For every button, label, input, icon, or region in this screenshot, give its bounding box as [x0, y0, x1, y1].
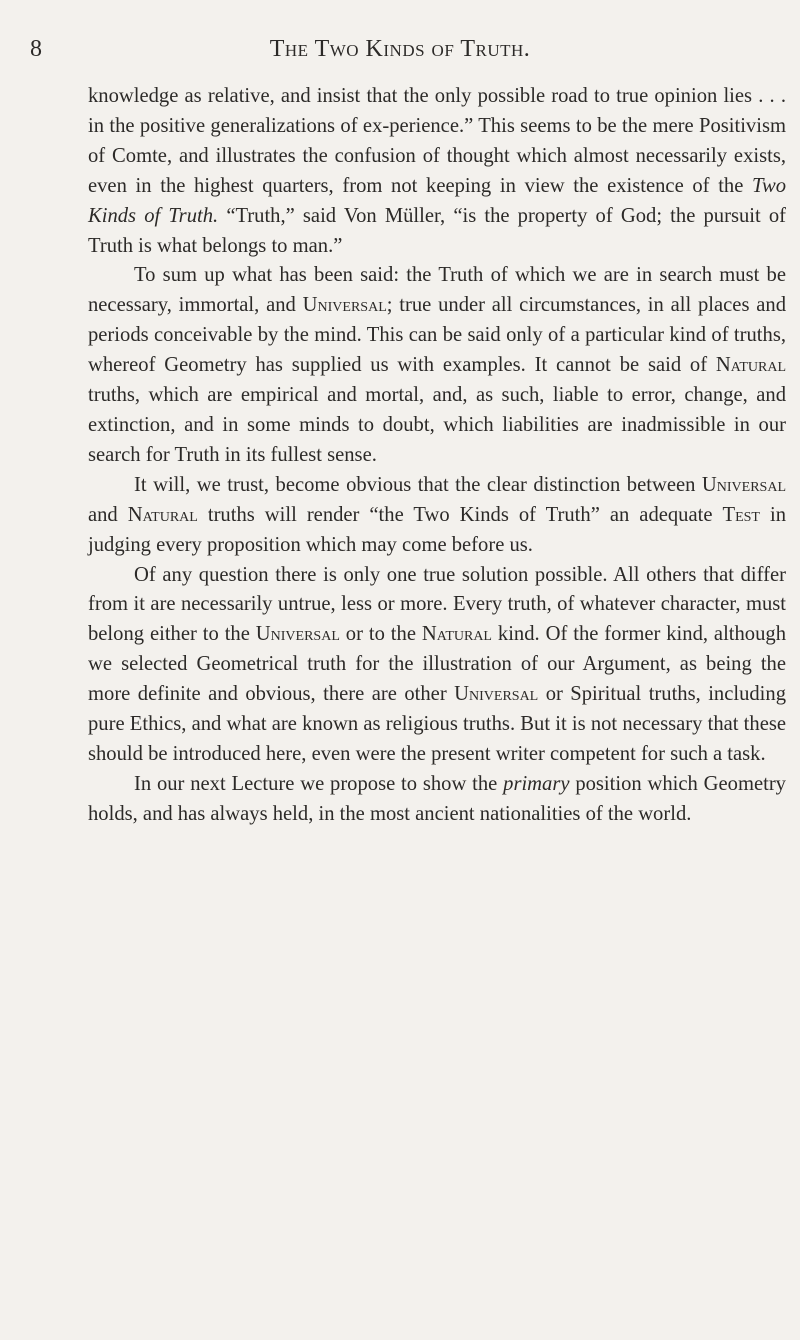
text-run: or to the — [339, 623, 422, 646]
italic-text: Two Kinds of Truth. — [88, 174, 786, 227]
paragraph — [88, 471, 786, 561]
text-run: truths, which are empirical and mortal, and, as such, liable to error, change, and extinction, and in some minds to doubt, which liabilities are inadmissible in our search for Truth in its fullest sense. — [88, 384, 786, 466]
paragraph — [88, 770, 786, 830]
text-run: “Truth,” said Von Müller, “is the property of God; the pursuit of Truth is what belongs to man.” — [88, 204, 786, 257]
text-run: Of any question there is only one true solution possible. All others that differ from it are necessarily untrue, less or more. Every truth, of whatever character, must belong either to the — [88, 563, 786, 646]
small-caps-text: Natural — [421, 623, 492, 646]
small-caps-text: Universal — [255, 623, 340, 646]
italic-text: primary — [503, 772, 570, 795]
small-caps-text: Natural — [127, 503, 198, 526]
page-header — [0, 34, 800, 64]
small-caps-text: Universal — [701, 473, 786, 496]
paragraph — [88, 82, 786, 261]
paragraph — [88, 261, 786, 470]
small-caps-text: Universal — [454, 683, 539, 706]
text-run: truths will render “the Two Kinds of Truth” an adequate — [197, 503, 723, 526]
small-caps-text: Test — [722, 503, 760, 526]
text-run: In our next Lecture we propose to show the — [134, 772, 504, 795]
text-run: kind. Of the former kind, although we selected Geometrical truth for the illustration of our Argument, as being the more definite and obvious, there are other — [88, 623, 786, 706]
running-title: The Two Kinds of Truth. — [269, 36, 531, 62]
text-run: and — [88, 503, 128, 526]
text-run: or Spiritual truths, including pure Ethics, and what are known as religious truths. But it is not necessary that these should be introduced here, even were the present writer competent for such a task. — [88, 683, 787, 765]
text-run: To sum up what has been said: the Truth of which we are in search must be necessary, immortal, and — [88, 264, 786, 317]
text-run: It will, we trust, become obvious that the clear distinction between — [134, 473, 702, 496]
text-run: ; true under all circumstances, in all places and periods conceivable by the mind. This can be said only of a particular kind of truths, whereof Geometry has supplied us with examples. It cannot be said of — [88, 294, 786, 377]
page-number: 8 — [30, 36, 42, 62]
body-text — [88, 82, 786, 830]
small-caps-text: Natural — [715, 354, 786, 377]
text-run: in judging every proposition which may come before us. — [88, 503, 786, 556]
paragraph — [88, 561, 786, 770]
text-run: knowledge as relative, and insist that the only possible road to true opinion lies . . . in the positive generalizations of ex-perience.” This seems to be the mere Positivism of Comte, and illustrates the confusion of thought which almost necessarily exists, even in the highest quarters, from not keeping in view the existence of the — [88, 85, 786, 197]
text-run: position which Geometry holds, and has always held, in the most ancient nationalities of the world. — [88, 772, 786, 825]
small-caps-text: Universal — [302, 294, 387, 317]
